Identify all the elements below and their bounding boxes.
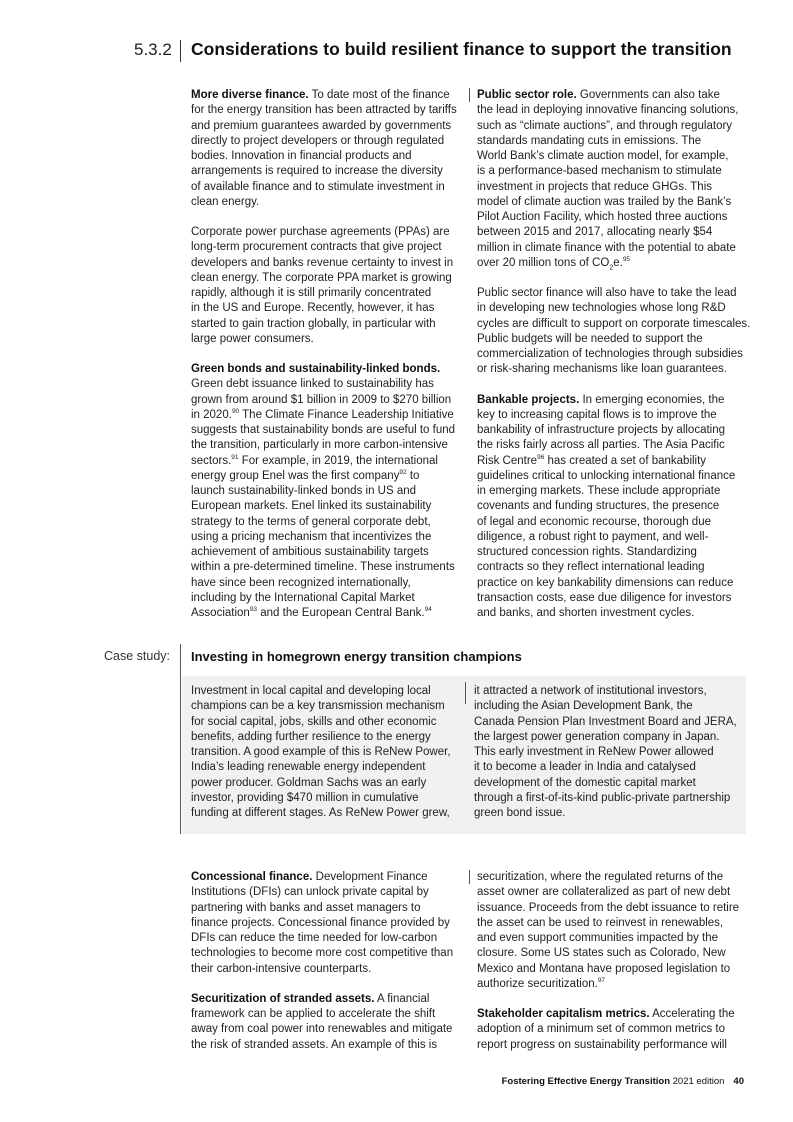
heading-more-diverse-finance: More diverse finance. <box>191 89 309 101</box>
paragraph-green-bonds: Green bonds and sustainability-linked bonds. Green debt issuance linked to sustainability has grown from around $1 billion in 2009 to $270 billion in 2020.90 The Climate Finance Leadership Initiative suggests that sustainability bonds are useful to fund the transition, particularly in more carbon-intensive sectors.$^{91}$ For example, in 2019, the international energy group Enel was the first company$^{92}$ to launch sustainability-linked bonds in US and European markets. Enel linked its sustainability strategy to the terms of general corporate debt, using a pricing mechanism that incentivizes the achievement of ambitious sustainability targets within a pre-determined timeline. These instruments have since been recognized internationally, including by the International Capital Market Association$^{93}$ and the European Central Bank.$^{94}$ <box>191 363 456 619</box>
heading-securitization: Securitization of stranded assets. <box>191 992 375 1005</box>
footnote-ref: 95 <box>622 255 631 263</box>
page-number: 40 <box>733 1076 744 1087</box>
column-divider <box>469 870 470 884</box>
footnote-ref: 97 <box>597 976 606 984</box>
case-study-label: Case study: <box>104 649 171 663</box>
paragraph-more-diverse-finance: More diverse finance. To date most of the finance for the energy transition has been attracted by tariffs and premium guarantees awarded by governments directly to project developers or through regulated bodies. Innovation in financial products and arrangements is required to increase the diversity of available finance and to stimulate investment in clean energy. <box>191 89 457 208</box>
footnote-ref: 91 <box>231 453 239 461</box>
footnote-ref: 92 <box>399 468 407 476</box>
case-study-left-text: Investment in local capital and developing local champions can be a key transmission mechanism for social capital, jobs, skills and other economic benefits, adding further resilience to the energy transition. A good example of this is ReNew Power, India’s leading renewable energy independent power producer. Goldman Sachs was an early investor, providing $470 million in cumulative funding at different stages. As ReNew Power grew, <box>191 685 451 819</box>
paragraph-bankable-projects: Bankable projects. In emerging economies, the key to increasing capital flows is to improve the bankability of infrastructure projects by allocating the risks fairly across all parties. The Asia Pacific Risk Centre$^{96}$ has created a set of bankability guidelines critical to unlocking international finance in emerging markets. These include appropriate covenants and funding structures, the presence of legal and economic recourse, thorough due diligence, a robust right to payment, and well- structured concession rights. Standardizing contracts so they reflect international leading practice on key bankability dimensions can reduce transaction costs, ease due diligence for investors and banks, and shorten investment cycles. <box>477 393 736 619</box>
paragraph-ppa: Corporate power purchase agreements (PPAs) are long-term procurement contracts that give project developers and banks revenue certainty to invest in clean energy. The corporate PPA market is growing rapidly, although it is still primarily concentrated in the US and Europe. Recently, however, it has started to gain traction globally, in particular with large power consumers. <box>191 226 454 345</box>
heading-green-bonds: Green bonds and sustainability-linked bonds. <box>191 363 441 375</box>
footnote-ref: 93 <box>249 606 258 614</box>
subscript: 2 <box>609 264 614 272</box>
footnote-ref: 96 <box>537 453 545 461</box>
bottom-right-column <box>477 870 752 1068</box>
footnote-ref: 90 <box>231 407 240 415</box>
heading-concessional-finance: Concessional finance. <box>191 871 313 883</box>
footer-title: Fostering Effective Energy Transition <box>501 1076 670 1087</box>
section-title: Considerations to build resilient finance to support the transition <box>191 39 732 59</box>
case-study-right-text: it attracted a network of institutional investors, including the Asian Development Bank, the Canada Pension Plan Investment Board and JERA, the largest power generation company in Japan. This early investment in ReNew Power allowed it to become a leader in India and catalysed development of the domestic capital market through a first-of-its-kind public-private partnership green bond issue. <box>474 685 737 819</box>
section-number: 5.3.2 <box>134 40 172 59</box>
footnote-ref: 94 <box>424 606 432 614</box>
footer-edition: 2021 edition <box>670 1076 725 1087</box>
left-column <box>191 88 466 636</box>
paragraph-stakeholder-capitalism: Stakeholder capitalism metrics. Accelerating the adoption of a minimum set of common metrics to report progress on sustainability performance will <box>477 1008 735 1051</box>
paragraph-concessional-finance: Concessional finance. Development Finance Institutions (DFIs) can unlock private capital by partnering with banks and asset managers to finance projects. Concessional finance provided by DFIs can reduce the time needed for low-carbon technologies to become more cost competitive than their carbon-intensive counterparts. <box>191 871 454 975</box>
paragraph-securitization-continued: securitization, where the regulated returns of the asset owner are collateralized as part of new debt issuance. Proceeds from the debt issuance to retire the asset can be used to reinvest in renewables, and even support communities impacted by the closure. Some US states such as Colorado, New Mexico and Montana have proposed legislation to authorize securitization.$^{97}$ <box>477 871 740 990</box>
right-column <box>477 88 752 636</box>
paragraph-public-sector-role: Public sector role. Governments can also take the lead in deploying innovative financing solutions, such as “climate auctions”, and through regulatory standards mandating cuts in emissions. The World Bank’s climate auction model, for example, is a performance-based mechanism to stimulate investment in projects that reduce GHGs. This model of climate auction was trailed by the Bank’s Pilot Auction Facility, which hosted three auctions between 2015 and 2017, allocating nearly $54 million in climate finance with the potential to abate over 20 million tons of $CO_2e.^{95}$ <box>477 89 739 272</box>
heading-stakeholder-capitalism: Stakeholder capitalism metrics. <box>477 1008 650 1020</box>
case-study-column-divider <box>465 682 466 704</box>
paragraph-public-sector-finance: Public sector finance will also have to take the lead in developing new technologies whose long R&D cycles are difficult to support on corporate timescales. Public budgets will be needed to support the commercialization of technologies through subsidies or risk-sharing mechanisms like loan guarantees. <box>477 287 751 376</box>
case-study-box <box>182 676 746 834</box>
bottom-left-column <box>191 870 466 1068</box>
heading-bankable-projects: Bankable projects. <box>477 393 580 406</box>
paragraph-securitization: Securitization of stranded assets. A financial framework can be applied to accelerate the shift away from coal power into renewables and mitigate the risk of stranded assets. An example of this is <box>191 992 453 1051</box>
page-footer <box>502 1076 744 1087</box>
heading-public-sector-role: Public sector role. <box>477 89 577 101</box>
case-study-divider <box>180 644 181 834</box>
column-divider <box>469 88 470 102</box>
case-study-title: Investing in homegrown energy transition champions <box>191 649 522 664</box>
section-divider <box>180 40 181 62</box>
